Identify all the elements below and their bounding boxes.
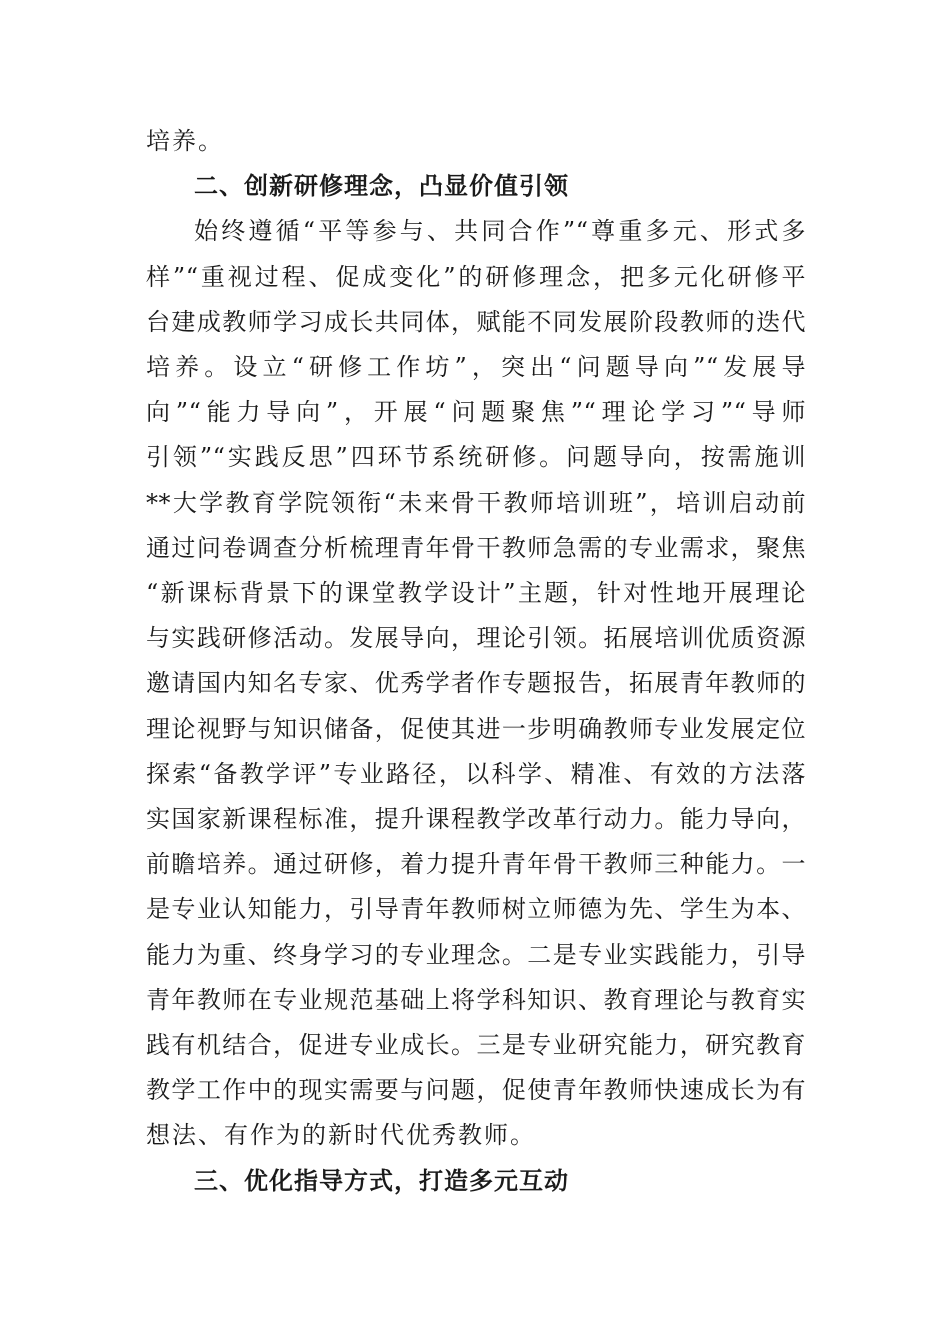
body-line: 与实践研修活动。发展导向，理论引领。拓展培训优质资源 — [146, 624, 806, 652]
body-line: 践有机结合，促进专业成长。三是专业研究能力，研究教育 — [146, 1031, 806, 1059]
body-line: 培养。设立“研修工作坊”，突出“问题导向”“发展导 — [146, 353, 806, 381]
body-line: 教学工作中的现实需要与问题，促使青年教师快速成长为有 — [146, 1076, 806, 1104]
body-line: 想法、有作为的新时代优秀教师。 — [146, 1121, 536, 1149]
body-line: 台建成教师学习成长共同体，赋能不同发展阶段教师的迭代 — [146, 308, 806, 336]
carryover-line: 培养。 — [146, 127, 224, 155]
section-2-heading: 二、创新研修理念，凸显价值引领 — [194, 172, 569, 200]
body-line: 样”“重视过程、促成变化”的研修理念，把多元化研修平 — [146, 263, 806, 291]
body-line: 始终遵循“平等参与、共同合作”“尊重多元、形式多 — [194, 217, 806, 245]
body-line: 引领”“实践反思”四环节系统研修。问题导向，按需施训 — [146, 443, 806, 471]
body-line: **大学教育学院领衔“未来骨干教师培训班”，培训启动前 — [146, 489, 806, 517]
body-line: 实国家新课程标准，提升课程教学改革行动力。能力导向， — [146, 805, 806, 833]
body-line: 探索“备教学评”专业路径，以科学、精准、有效的方法落 — [146, 760, 806, 788]
body-line: 前瞻培养。通过研修，着力提升青年骨干教师三种能力。一 — [146, 850, 806, 878]
body-line: 理论视野与知识储备，促使其进一步明确教师专业发展定位 — [146, 715, 806, 743]
body-line: 能力为重、终身学习的专业理念。二是专业实践能力，引导 — [146, 941, 806, 969]
section-3-heading: 三、优化指导方式，打造多元互动 — [194, 1167, 569, 1195]
body-line: 通过问卷调查分析梳理青年骨干教师急需的专业需求，聚焦 — [146, 534, 806, 562]
body-line: 向”“能力导向”，开展“问题聚焦”“理论学习”“导师 — [146, 398, 806, 426]
body-line: 是专业认知能力，引导青年教师树立师德为先、学生为本、 — [146, 895, 806, 923]
body-line: 邀请国内知名专家、优秀学者作专题报告，拓展青年教师的 — [146, 669, 806, 697]
body-line: “新课标背景下的课堂教学设计”主题，针对性地开展理论 — [146, 579, 806, 607]
body-line: 青年教师在专业规范基础上将学科知识、教育理论与教育实 — [146, 986, 806, 1014]
